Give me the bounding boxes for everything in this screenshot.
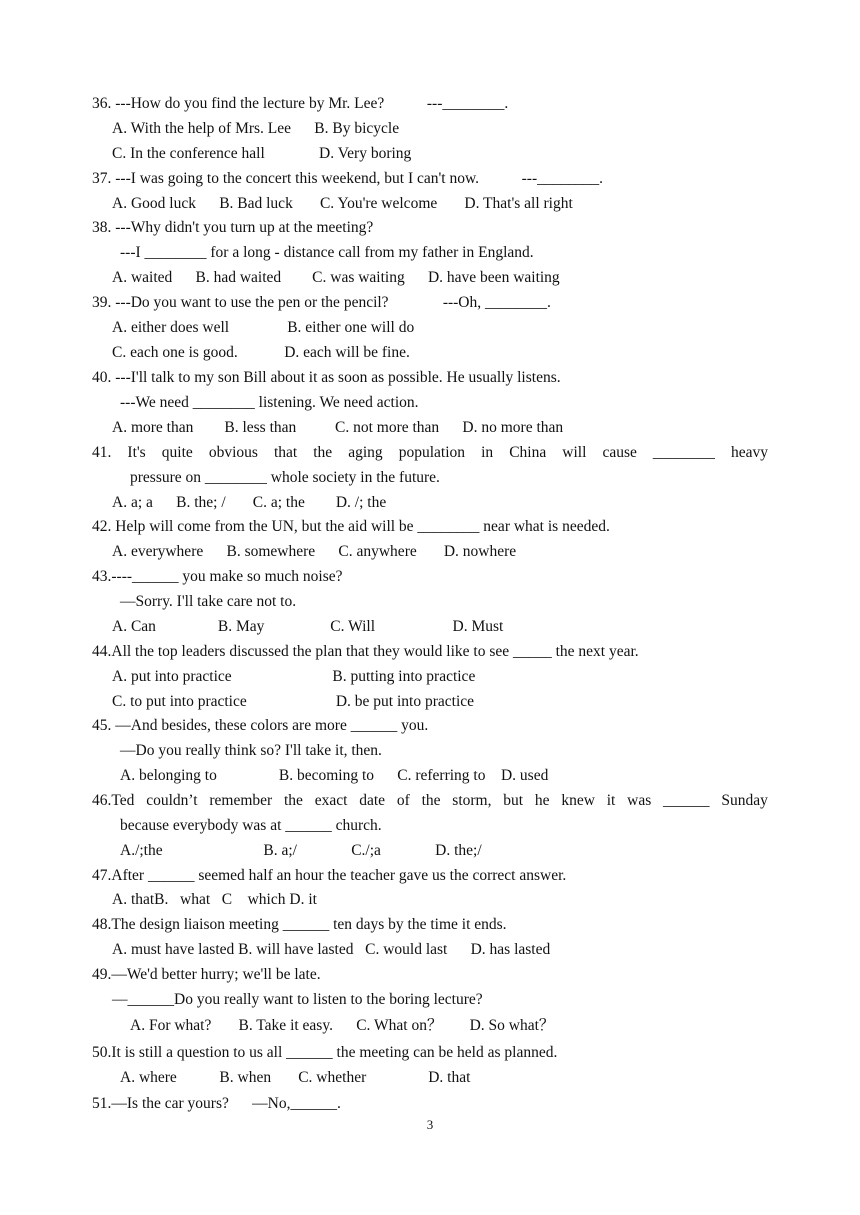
question-50-options: A. where B. when C. whether D. that — [120, 1069, 471, 1086]
question-50-stem: 50.It is still a question to us all ______ the meeting can be held as planned. — [92, 1044, 558, 1061]
question-46-continuation: because everybody was at ______ church. — [120, 817, 382, 834]
question-44-options-ab: A. put into practice B. putting into practice — [112, 668, 476, 685]
question-36-options-ab: A. With the help of Mrs. Lee B. By bicycle — [112, 120, 400, 137]
word: 41. — [92, 444, 112, 461]
word: he — [534, 792, 550, 809]
word: population — [398, 444, 466, 461]
question-40-reply: ---We need ________ listening. We need action. — [120, 394, 419, 411]
word: obvious — [208, 444, 258, 461]
word: the — [313, 444, 333, 461]
question-49-options: A. For what? B. Take it easy. C. What on？ D. So what？ — [130, 1017, 555, 1034]
question-41-stem — [92, 443, 768, 463]
question-42-stem: 42. Help will come from the UN, but the aid will be ________ near what is needed. — [92, 518, 610, 535]
word: It's — [127, 444, 146, 461]
question-44-stem: 44.All the top leaders discussed the plan that they would like to see _____ the next year. — [92, 643, 639, 660]
question-47-options: A. thatB. what C which D. it — [112, 891, 317, 908]
question-39-options-ab: A. either does well B. either one will do — [112, 319, 415, 336]
word: it — [606, 792, 616, 809]
word: couldn’t — [146, 792, 198, 809]
question-37-stem: 37. ---I was going to the concert this weekend, but I can't now. ---________. — [92, 170, 604, 187]
word: in — [481, 444, 494, 461]
question-48-options: A. must have lasted B. will have lasted C. would last D. has lasted — [112, 941, 551, 958]
page-number: 3 — [426, 1117, 434, 1132]
question-46-stem — [92, 791, 768, 811]
word: the — [283, 792, 303, 809]
word: knew — [561, 792, 595, 809]
word: aging — [348, 444, 383, 461]
word: Sunday — [721, 792, 768, 809]
question-38-options: A. waited B. had waited C. was waiting D. have been waiting — [112, 269, 560, 286]
question-44-options-cd: C. to put into practice D. be put into practice — [112, 693, 475, 710]
question-45-stem: 45. —And besides, these colors are more ______ you. — [92, 717, 429, 734]
question-48-stem: 48.The design liaison meeting ______ ten days by the time it ends. — [92, 916, 507, 933]
question-36-options-cd: C. In the conference hall D. Very boring — [112, 145, 412, 162]
question-39-options-cd: C. each one is good. D. each will be fine. — [112, 344, 410, 361]
question-39-stem: 39. ---Do you want to use the pen or the pencil? ---Oh, ________. — [92, 294, 551, 311]
word: cause — [602, 444, 637, 461]
question-36-stem: 36. ---How do you find the lecture by Mr. Lee? ---________. — [92, 95, 509, 112]
word: exact — [314, 792, 348, 809]
question-47-stem: 47.After ______ seemed half an hour the teacher gave us the correct answer. — [92, 867, 567, 884]
question-43-reply: —Sorry. I'll take care not to. — [120, 593, 297, 610]
word: was — [627, 792, 652, 809]
word: date — [359, 792, 386, 809]
word: 46.Ted — [92, 792, 135, 809]
word: quite — [161, 444, 193, 461]
word: the — [421, 792, 441, 809]
question-38-stem: 38. ---Why didn't you turn up at the meeting? — [92, 219, 374, 236]
word: remember — [209, 792, 273, 809]
word: of — [396, 792, 410, 809]
question-51-stem: 51.—Is the car yours? —No,______. — [92, 1095, 341, 1112]
question-37-options: A. Good luck B. Bad luck C. You're welcome D. That's all right — [112, 195, 573, 212]
word: China — [509, 444, 547, 461]
question-45-options: A. belonging to B. becoming to C. referring to D. used — [120, 767, 549, 784]
question-49-reply: —______Do you really want to listen to the boring lecture? — [112, 991, 483, 1008]
word: will — [562, 444, 587, 461]
word: storm, — [452, 792, 492, 809]
question-38-reply: ---I ________ for a long - distance call from my father in England. — [120, 244, 534, 261]
word: heavy — [730, 444, 768, 461]
question-40-options: A. more than B. less than C. not more than D. no more than — [112, 419, 564, 436]
question-42-options: A. everywhere B. somewhere C. anywhere D. nowhere — [112, 543, 517, 560]
question-49-stem: 49.—We'd better hurry; we'll be late. — [92, 966, 321, 983]
word: that — [273, 444, 298, 461]
question-45-reply: —Do you really think so? I'll take it, then. — [120, 742, 382, 759]
word: ________ — [652, 444, 715, 461]
question-41-options: A. a; a B. the; / C. a; the D. /; the — [112, 494, 387, 511]
question-41-continuation: pressure on ________ whole society in the future. — [130, 469, 440, 486]
word: ______ — [663, 792, 710, 809]
word: but — [503, 792, 524, 809]
question-43-options: A. Can B. May C. Will D. Must — [112, 618, 504, 635]
question-46-options: A./;the B. a;/ C./;a D. the;/ — [120, 842, 482, 859]
question-43-stem: 43.----______ you make so much noise? — [92, 568, 343, 585]
question-40-stem: 40. ---I'll talk to my son Bill about it as soon as possible. He usually listens. — [92, 369, 561, 386]
